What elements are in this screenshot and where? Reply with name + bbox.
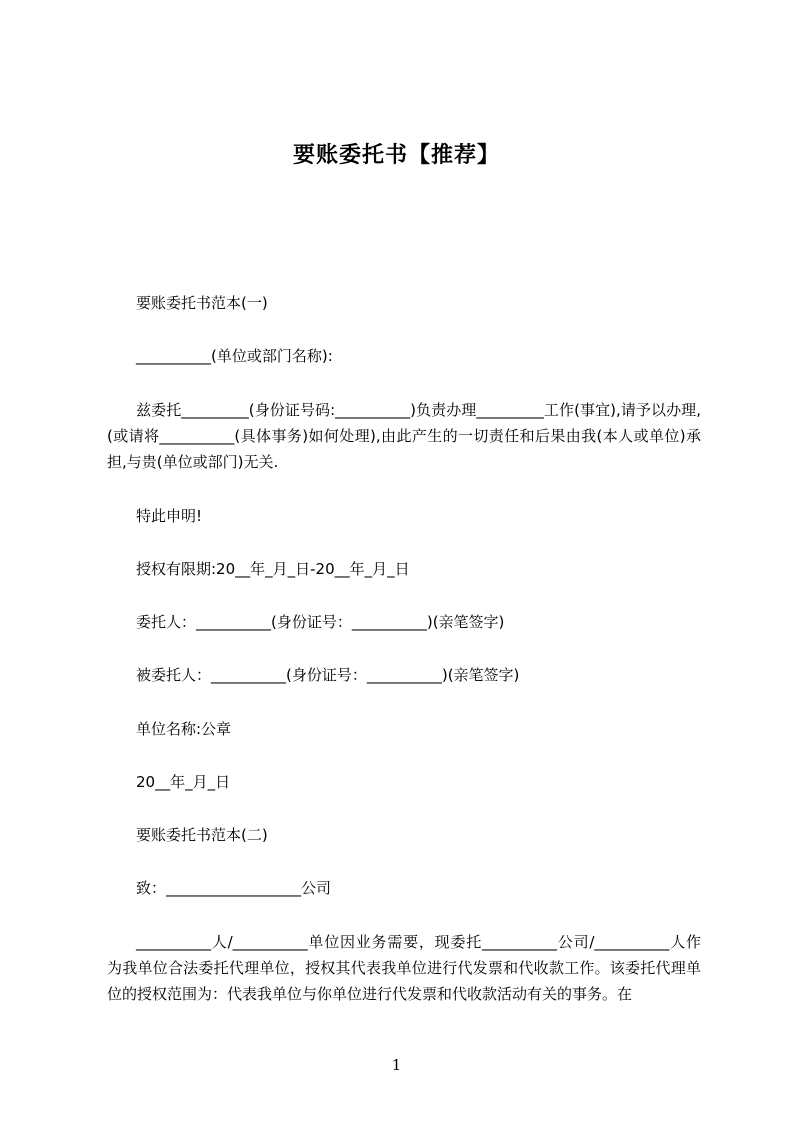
date-line: 20__年_月_日 [136,773,231,791]
entrust-paragraph-text: 兹委托_________(身份证号码:__________)负责办理_________工作(事宜),请予以办理,(或请将__________(具体事务)如何处理),由此产生的一切责任和后果由我(本人或单位)承担,与贵(单位或部门)无关. [107,401,701,471]
entrust-paragraph [107,397,701,475]
auth-period-line: 授权有限期:20__年_月_日-20__年_月_日 [136,560,410,578]
unit-name-line: 单位名称:公章 [136,720,232,738]
sample2-heading: 要账委托书范本(二) [136,826,268,844]
sample2-body-paragraph [107,929,701,1007]
page-number: 1 [391,1056,402,1074]
sample2-body-text: __________人/__________单位因业务需要，现委托__________公司/__________人作为我单位合法委托代理单位，授权其代表我单位进行代发票和代收款工作。该委托代理单位的授权范围为：代表我单位与你单位进行代发票和代收款活动有关的事务。在 [107,933,701,1003]
agent-line: 被委托人：__________(身份证号：__________)(亲笔签字) [136,666,520,684]
sample1-heading: 要账委托书范本(一) [136,294,268,312]
addressee-line: __________(单位或部门名称): [136,347,333,365]
document-title: 要账委托书【推荐】 [292,143,500,168]
to-line: 致：__________________公司 [136,879,332,897]
principal-line: 委托人：__________(身份证号：__________)(亲笔签字) [136,613,505,631]
statement-line: 特此申明! [136,507,203,525]
